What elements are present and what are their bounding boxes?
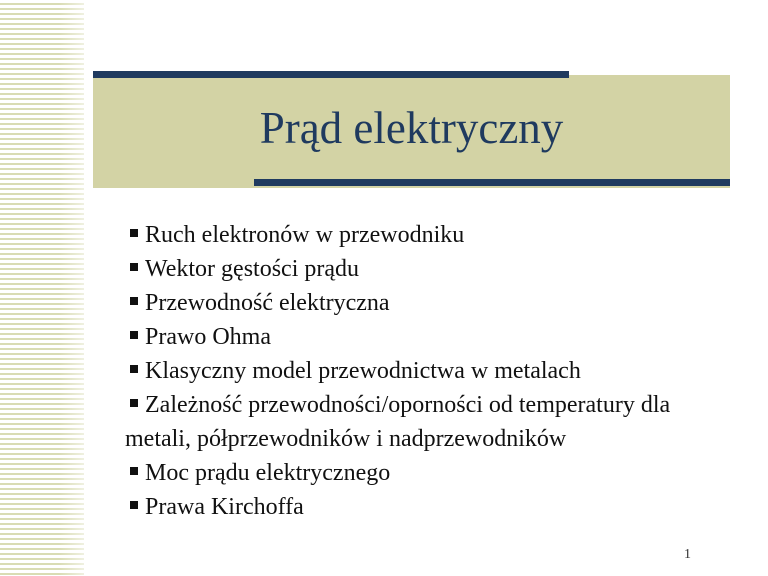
bullet-item: [125, 218, 725, 252]
bullet-text: Przewodność elektryczna: [145, 290, 390, 316]
bullet-text: Zależność przewodności/oporności od temperatury dla metali, półprzewodników i nadprzewodników: [125, 392, 671, 452]
square-bullet-icon: [130, 297, 138, 305]
bullet-list: [125, 218, 725, 524]
bullet-text: Prawa Kirchoffa: [145, 494, 304, 520]
bullet-item: [125, 320, 725, 354]
bullet-text: Ruch elektronów w przewodniku: [145, 222, 465, 248]
title-bottom-rule: [254, 179, 730, 186]
bullet-item: [125, 490, 725, 524]
bullet-text: Prawo Ohma: [145, 324, 271, 350]
square-bullet-icon: [130, 501, 138, 509]
bullet-item: [125, 286, 725, 320]
page-number: 1: [684, 547, 691, 562]
square-bullet-icon: [130, 365, 138, 373]
slide-title: Prąd elektryczny: [259, 103, 564, 153]
bullet-item: [125, 388, 725, 456]
square-bullet-icon: [130, 229, 138, 237]
square-bullet-icon: [130, 399, 138, 407]
bullet-item: [125, 252, 725, 286]
title-top-rule: [93, 71, 569, 78]
bullet-text: Klasyczny model przewodnictwa w metalach: [145, 358, 581, 384]
bullet-text: Moc prądu elektrycznego: [145, 460, 391, 486]
square-bullet-icon: [130, 467, 138, 475]
square-bullet-icon: [130, 263, 138, 271]
bullet-text: Wektor gęstości prądu: [145, 256, 360, 282]
bullet-item: [125, 354, 725, 388]
square-bullet-icon: [130, 331, 138, 339]
bullet-item: [125, 456, 725, 490]
left-stripes-fade: [0, 0, 84, 576]
